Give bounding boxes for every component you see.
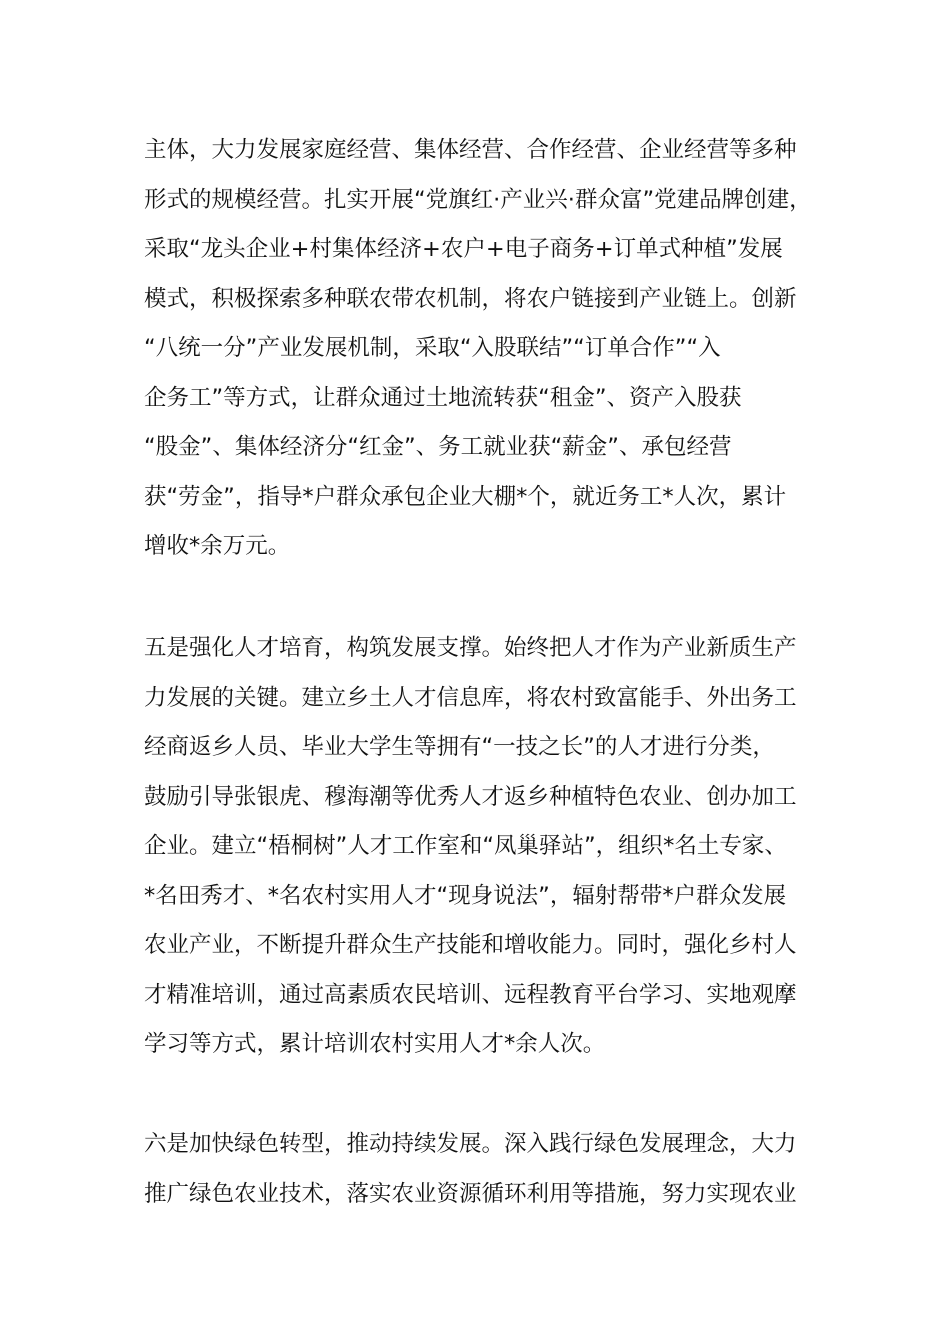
text-line: 学习等方式，累计培训农村实用人才*余人次。 [144, 1031, 606, 1057]
text-line: 农业产业，不断提升群众生产技能和增收能力。同时，强化乡村人 [144, 932, 797, 958]
text-line: 经商返乡人员、毕业大学生等拥有“一技之长”的人才进行分类， [144, 734, 775, 760]
text-line: 六是加快绿色转型，推动持续发展。深入践行绿色发展理念，大力 [144, 1131, 797, 1157]
text-line: *名田秀才、*名农村实用人才“现身说法”，辐射帮带*户群众发展 [144, 882, 787, 909]
text-line: 鼓励引导张银虎、穆海潮等优秀人才返乡种植特色农业、创办加工 [144, 783, 797, 810]
text-line: 模式，积极探索多种联农带农机制，将农户链接到产业链上。创新 [144, 285, 797, 312]
paragraph-talent-cultivation [144, 624, 824, 1070]
text-line: 增收*余万元。 [144, 533, 291, 559]
text-line: “股金”、集体经济分“红金”、务工就业获“薪金”、承包经营 [144, 434, 732, 460]
text-line: 企务工”等方式，让群众通过土地流转获“租金”、资产入股获 [144, 384, 742, 411]
text-line: 力发展的关键。建立乡土人才信息库，将农村致富能手、外出务工 [144, 684, 797, 711]
text-line: 主体，大力发展家庭经营、集体经营、合作经营、企业经营等多种 [144, 137, 797, 163]
text-line: 五是强化人才培育，构筑发展支撑。始终把人才作为产业新质生产 [144, 635, 797, 661]
text-line: “八统一分”产业发展机制，采取“入股联结”“订单合作”“入 [144, 335, 721, 361]
paragraph-green-transformation [144, 1120, 824, 1219]
text-line: 推广绿色农业技术，落实农业资源循环利用等措施，努力实现农业 [144, 1180, 797, 1207]
text-line: 采取“龙头企业+村集体经济+农户+电子商务+订单式种植”发展 [144, 236, 783, 262]
paragraph-land-management [144, 126, 824, 572]
text-line: 企业。建立“梧桐树”人才工作室和“凤巢驿站”，组织*名土专家、 [144, 833, 787, 859]
text-line: 形式的规模经营。扎实开展“党旗红·产业兴·群众富”党建品牌创建， [144, 186, 812, 213]
text-line: 才精准培训，通过高素质农民培训、远程教育平台学习、实地观摩 [144, 981, 797, 1008]
text-line: 获“劳金”，指导*户群众承包企业大棚*个，就近务工*人次，累计 [144, 483, 787, 510]
